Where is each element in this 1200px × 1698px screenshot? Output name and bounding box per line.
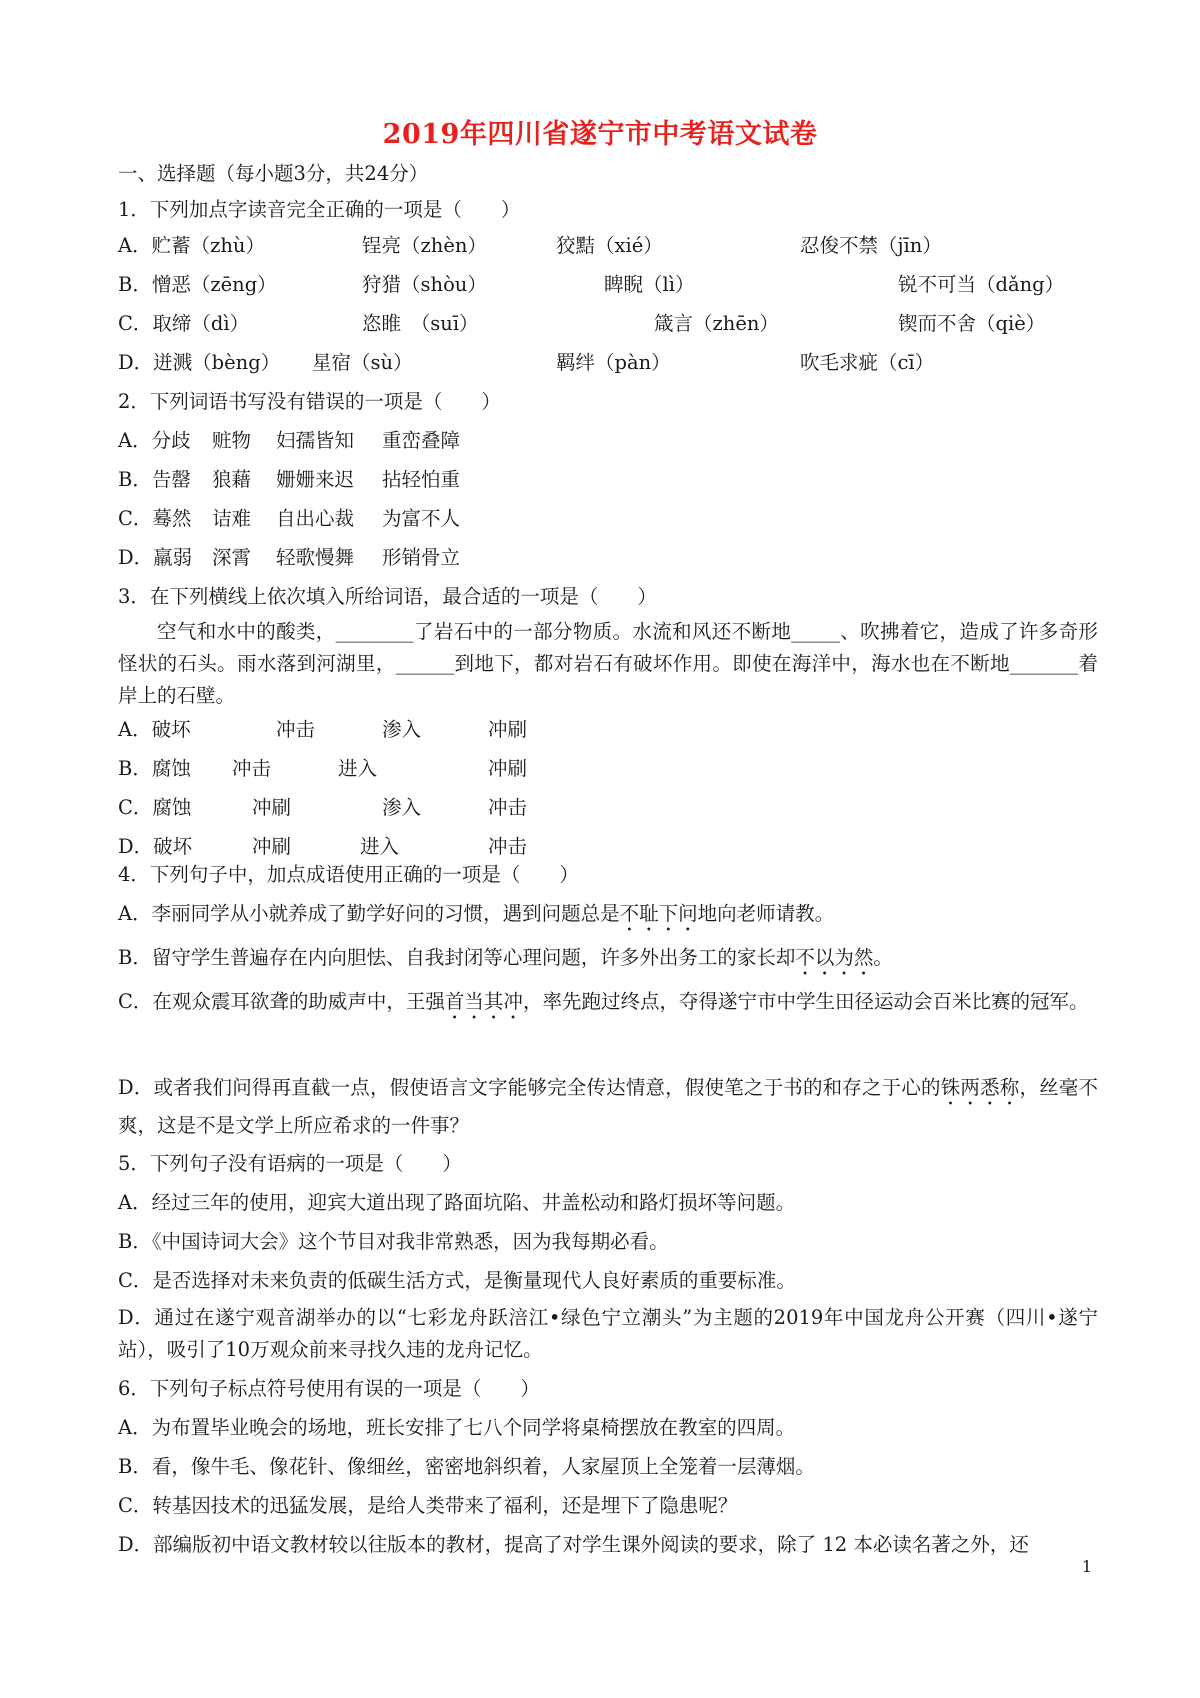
option-cell: 冲刷 [488, 718, 528, 741]
option-text: ，率先跑过终点，夺得遂宁市中学生田径运动会百米比赛的冠军。 [522, 990, 1089, 1013]
question-4-option-b [118, 944, 893, 980]
option-cell: B．告罄 [118, 468, 191, 491]
option-text: D．或者我们问得再直截一点，假使语言文字能够完全传达情意，假使笔之于书的和存之于心的 [118, 1076, 941, 1099]
option-cell: 箴言（zhēn） [654, 312, 779, 335]
option-cell: 为富不人 [382, 507, 461, 530]
option-cell: 冲击 [232, 757, 272, 780]
option-cell: 姗姗来迟 [276, 468, 355, 491]
option-text: A．李丽同学从小就养成了勤学好问的习惯，遇到问题总是 [118, 902, 620, 925]
emphasized-idiom: 铢两悉称 [940, 1076, 1020, 1099]
question-5-option-c: C．是否选择对未来负责的低碳生活方式，是衡量现代人良好素质的重要标准。 [118, 1269, 796, 1292]
option-cell: 渗入 [382, 718, 422, 741]
emphasized-idiom: 不以为然 [795, 946, 874, 969]
option-cell: 忍俊不禁（jīn） [800, 234, 942, 257]
option-cell: 恣睢 （suī） [362, 312, 479, 335]
option-cell: 狩猎（shòu） [362, 273, 487, 296]
question-6-option-d: D．部编版初中语文教材较以往版本的教材，提高了对学生课外阅读的要求，除了 12 本必读名著之外，还 [118, 1533, 1029, 1556]
option-cell: 狡黠（xié） [556, 234, 663, 257]
option-cell: 冲刷 [488, 757, 528, 780]
option-cell: 吹毛求疵（cī） [800, 351, 935, 374]
option-cell: 锃亮（zhèn） [362, 234, 487, 257]
exam-title: 2019年四川省遂宁市中考语文试卷 [382, 119, 818, 150]
option-text: ，丝毫不爽，这是不是文学上所应希求的一件事？ [118, 1076, 1098, 1137]
option-cell: 星宿（sù） [312, 351, 413, 374]
option-cell: C．蓦然 [118, 507, 192, 530]
option-cell: 狼藉 [212, 468, 252, 491]
question-5-stem: 5．下列句子没有语病的一项是（ ） [118, 1152, 462, 1175]
option-cell: 进入 [338, 757, 378, 780]
option-cell: C．取缔（dì） [118, 312, 250, 335]
option-text: B．留守学生普遍存在内向胆怯、自我封闭等心理问题，许多外出务工的家长却 [118, 946, 796, 969]
question-5-option-a: A．经过三年的使用，迎宾大道出现了路面坑陷、井盖松动和路灯损坏等问题。 [118, 1191, 796, 1214]
option-cell: 重峦叠障 [382, 429, 461, 452]
question-6-option-c: C．转基因技术的迅猛发展，是给人类带来了福利，还是埋下了隐患呢？ [118, 1494, 738, 1517]
option-cell: 进入 [360, 835, 400, 858]
question-4-option-c [118, 986, 1098, 1024]
option-cell: 轻歌慢舞 [276, 546, 355, 569]
question-4-stem: 4．下列句子中，加点成语使用正确的一项是（ ） [118, 863, 579, 886]
option-cell: 羁绊（pàn） [556, 351, 671, 374]
option-cell: 妇孺皆知 [276, 429, 355, 452]
option-cell: D．羸弱 [118, 546, 193, 569]
option-text: 地向老师请教。 [697, 902, 835, 925]
question-6-option-b: B．看，像牛毛、像花针、像细丝，密密地斜织着，人家屋顶上全笼着一层薄烟。 [118, 1455, 815, 1478]
option-cell: B．腐蚀 [118, 757, 191, 780]
option-cell: 锐不可当（dǎng） [898, 273, 1065, 296]
option-cell: 冲击 [488, 835, 528, 858]
option-cell: 冲刷 [252, 835, 292, 858]
option-cell: 深霄 [212, 546, 252, 569]
option-cell: 赃物 [212, 429, 252, 452]
emphasized-idiom: 首当其冲 [444, 990, 523, 1013]
option-cell: 冲刷 [252, 796, 292, 819]
question-1-stem: 1．下列加点字读音完全正确的一项是（ ） [118, 198, 521, 221]
option-text: C．在观众震耳欲聋的助威声中，王强 [118, 990, 445, 1013]
question-4-option-d [118, 1072, 1098, 1142]
option-cell: 锲而不舍（qiè） [898, 312, 1046, 335]
question-6-option-a: A．为布置毕业晚会的场地，班长安排了七八个同学将桌椅摆放在教室的四周。 [118, 1416, 796, 1439]
option-cell: 渗入 [382, 796, 422, 819]
question-3-passage: 空气和水中的酸类，________了岩石中的一部分物质。水流和风还不断地_____、吹拂着它，造成了许多奇形怪状的石头。雨水落到河湖里，______到地下，都对岩石有破坏作用。即使在海洋中，海水也在不断地_______着岸上的石壁。 [118, 620, 1098, 707]
option-cell: 冲击 [488, 796, 528, 819]
emphasized-idiom: 不耻下问 [619, 902, 698, 925]
option-cell: 冲击 [276, 718, 316, 741]
page-number: 1 [1081, 1557, 1092, 1576]
section-heading: 一、选择题（每小题3分，共24分） [118, 162, 429, 185]
option-cell: 自出心裁 [276, 507, 355, 530]
option-cell: 睥睨（lì） [604, 273, 695, 296]
question-5-option-b: B．《中国诗词大会》这个节目对我非常熟悉，因为我每期必看。 [118, 1230, 669, 1253]
question-3-stem: 3．在下列横线上依次填入所给词语，最合适的一项是（ ） [118, 585, 657, 608]
question-2-stem: 2．下列词语书写没有错误的一项是（ ） [118, 390, 501, 413]
option-cell: 拈轻怕重 [382, 468, 461, 491]
question-5-option-d: D．通过在遂宁观音湖举办的以“七彩龙舟跃涪江•绿色宁立潮头”为主题的2019年中国龙舟公开赛（四川•遂宁站），吸引了10万观众前来寻找久违的龙舟记忆。 [118, 1306, 1098, 1361]
option-cell: 形销骨立 [382, 546, 461, 569]
question-4-option-a [118, 900, 834, 936]
option-cell: C．腐蚀 [118, 796, 192, 819]
option-cell: D．迸溅（bèng） [118, 351, 281, 374]
option-cell: 诘难 [212, 507, 252, 530]
question-6-stem: 6．下列句子标点符号使用有误的一项是（ ） [118, 1377, 540, 1400]
option-cell: B．憎恶（zēng） [118, 273, 277, 296]
option-cell: A．破坏 [118, 718, 191, 741]
option-text: 。 [873, 946, 893, 969]
option-cell: A．贮蓄（zhù） [118, 234, 265, 257]
option-cell: A．分歧 [118, 429, 191, 452]
option-cell: D．破坏 [118, 835, 193, 858]
